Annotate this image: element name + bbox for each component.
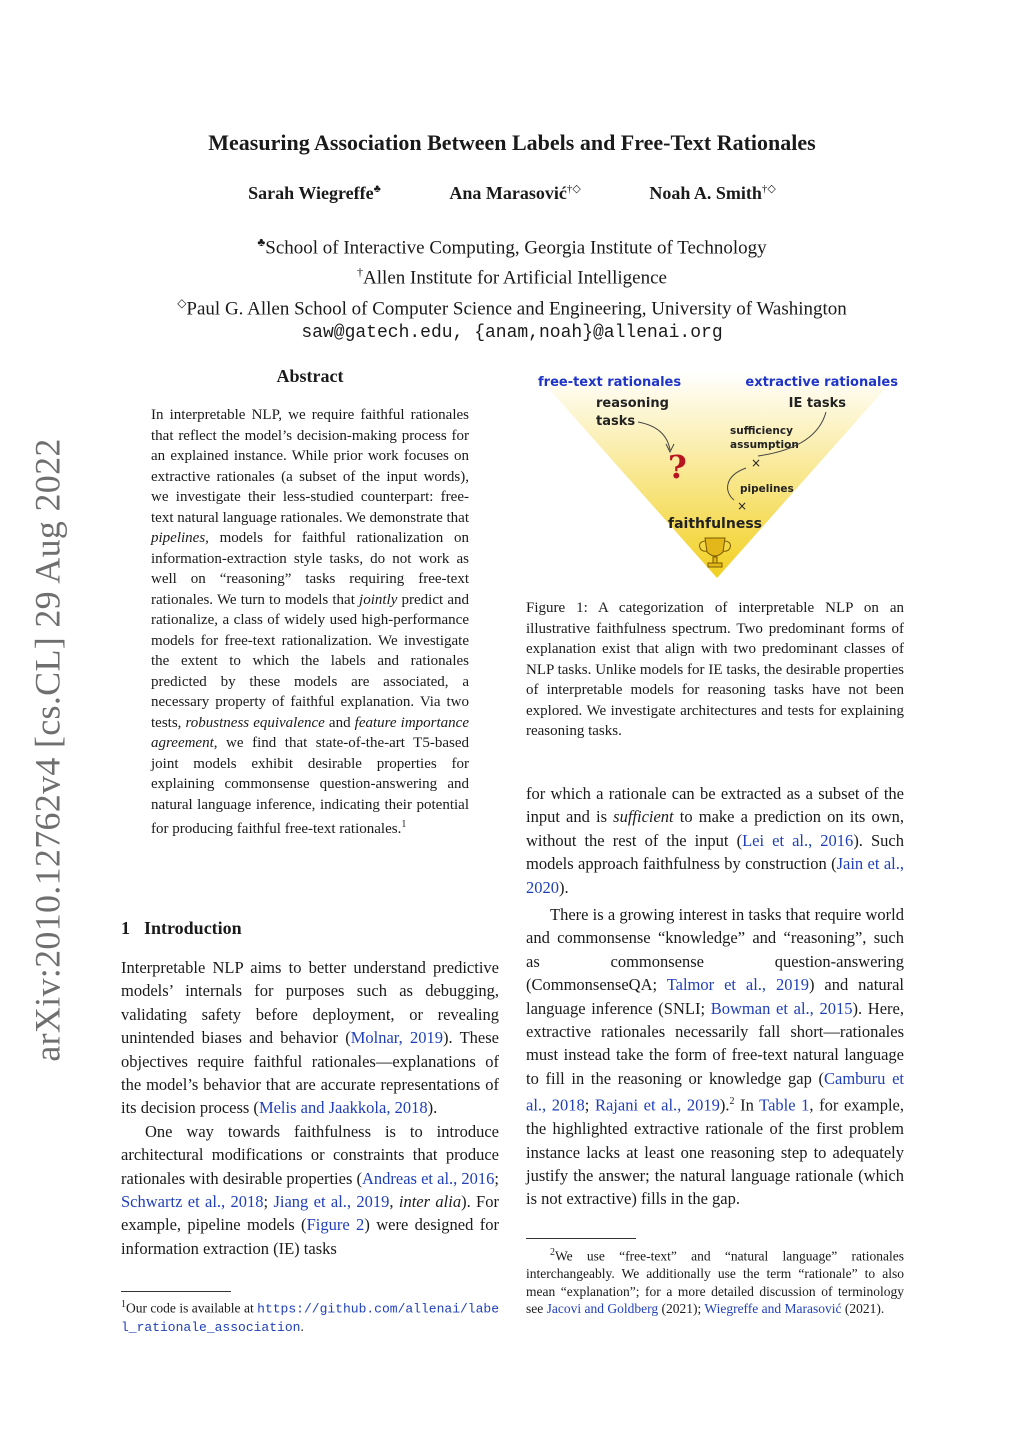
affiliation-text: Paul G. Allen School of Computer Science and Engineering, University of Washington [186, 297, 847, 319]
footnote-text: We use “free-text” and “natural language” rationales interchangeably. We additionally use the term “rationale” to also mean “explanation”; for a more detailed discussion of terminology see [526, 1248, 904, 1316]
citation-link[interactable]: Jiang et al., 2019 [273, 1192, 390, 1212]
text: ). [427, 1098, 438, 1118]
text: ; [494, 1168, 500, 1188]
footnote-1 [121, 1296, 499, 1337]
faithfulness-spectrum-diagram [520, 364, 912, 590]
text: In [734, 1095, 760, 1115]
author-emails: saw@gatech.edu, {anam,noah}@allenai.org [301, 322, 723, 343]
citation-link[interactable]: Jain et al., 2020 [526, 854, 904, 897]
abstract-heading: Abstract [276, 366, 344, 386]
reasoning-tasks-label-line2: tasks [596, 414, 636, 429]
section-title: Introduction [144, 918, 242, 938]
citation-link[interactable]: Andreas et al., 2016 [362, 1168, 495, 1188]
author-list [0, 182, 1024, 204]
section-heading [121, 918, 242, 939]
paragraph [526, 782, 904, 899]
question-mark-icon: ? [668, 448, 687, 486]
ie-tasks-label: IE tasks [788, 396, 846, 411]
faithfulness-label: faithfulness [668, 516, 762, 532]
paragraph [121, 956, 499, 1120]
footnote-text: (2021) [841, 1301, 881, 1316]
table-link[interactable]: Table 1 [759, 1095, 810, 1115]
free-text-rationales-label: free-text rationales [538, 375, 682, 390]
extractive-rationales-label: extractive rationales [745, 375, 898, 390]
paragraph [121, 1120, 499, 1260]
text: ) were designed for information extraction (IE) tasks [121, 1215, 499, 1258]
affiliation-3 [0, 291, 1024, 321]
author-mark: ♣ [373, 183, 381, 195]
text: ). Here, extractive rationales necessarily fall short—rationales must instead take the form of free-text natural language to fill in the reasoning or knowledge gap ( [526, 998, 904, 1088]
citation-link[interactable]: Camburu et al., 2018 [526, 1068, 904, 1115]
paragraph [526, 903, 904, 1211]
citation-link[interactable]: Lei et al., 2016 [742, 830, 854, 850]
cross-icon: × [751, 456, 762, 470]
pipelines-label: pipelines [740, 483, 794, 495]
text: ). For example, pipeline models ( [121, 1192, 499, 1235]
footnote-2 [526, 1244, 904, 1318]
author-mark: †◇ [566, 183, 581, 195]
abstract-emphasis: pipelines [151, 530, 206, 546]
text: ). Such models approach faithfulness by construction ( [526, 830, 904, 874]
intro-right-column [526, 782, 904, 1211]
author-name: Sarah Wiegreffe [248, 183, 374, 203]
affiliation-mark: ♣ [257, 235, 266, 249]
paper-title: Measuring Association Between Labels and Free-Text Rationales [208, 130, 816, 155]
abstract-text: , we find that state-of-the-art T5-based joint models exhibit desirable properties for explaining commonsense question-answering and natural language inference, indicating their potential for producing faithful free-text rationales. [151, 735, 469, 837]
figure-1 [520, 364, 912, 590]
author-1 [248, 183, 381, 204]
abstract-body [151, 405, 469, 840]
text: Interpretable NLP aims to better understand predictive models’ internals for purposes such as debugging, validating safety before deployment, or revealing unintended biases and behavior ( [121, 958, 499, 1048]
footnote-ref[interactable]: 1 [401, 819, 407, 830]
footnote-number: 1 [121, 1299, 126, 1310]
sufficiency-assumption-label: sufficiency [730, 425, 793, 437]
footnote-rule [121, 1291, 231, 1292]
author-mark: †◇ [761, 183, 776, 195]
abstract-text: , models for faithful rationalization on information-extraction style tasks, do not work as well on “reasoning” tasks requiring free-text rationales. We turn to models that [151, 530, 469, 608]
figure-link[interactable]: Figure 2 [306, 1215, 365, 1235]
text: ; [263, 1192, 274, 1212]
author-2 [449, 182, 580, 204]
author-name: Ana Marasović [449, 183, 567, 203]
citation-link[interactable]: Talmor et al., 2019 [666, 975, 809, 995]
text: ). [559, 877, 569, 897]
sufficiency-assumption-label-line2: assumption [730, 439, 799, 451]
affiliation-text: School of Interactive Computing, Georgia Institute of Technology [265, 237, 767, 259]
affiliations [0, 230, 1024, 346]
section-number: 1 [121, 918, 130, 938]
affiliation-2 [0, 260, 1024, 290]
citation-link[interactable]: Bowman et al., 2015 [710, 998, 853, 1018]
footnote-text: (2021) [658, 1301, 698, 1316]
text: for which a rationale can be extracted as a subset of the input and is [526, 784, 904, 827]
text: There is a growing interest in tasks that require world and commonsense “knowledge” and “reasoning”, such as commonsense question-answering (CommonsenseQA; [526, 905, 904, 995]
text: ) and natural language inference (SNLI; [526, 975, 904, 1018]
abstract-text: and [324, 714, 355, 731]
code-url-link[interactable]: https://github.com/allenai/label_rationale_association [121, 1301, 499, 1335]
abstract-text: predict and rationalize, a class of widely used high-performance models for free-text rationalization. We investigate the extent to which the labels and rationales predicted by these models are associated, a necessary property of faithful explanation. Via two tests, [151, 591, 469, 731]
text: , for example, the highlighted extractive rationale of the first problem instance lacks at least one reasoning step to adequately justify the answer; the natural language rationale (which is not extractive) fills in the gap. [526, 1095, 904, 1209]
emphasis: sufficient [613, 807, 674, 827]
reasoning-tasks-label: reasoning [596, 396, 669, 411]
footnote-rule [526, 1238, 636, 1239]
author-3 [649, 182, 776, 204]
footnote-number: 2 [550, 1247, 555, 1258]
text: ; [584, 1095, 595, 1115]
abstract-text: In interpretable NLP, we require faithful rationales that reflect the model’s decision-making process for an explained instance. While prior work focuses on extractive rationales (a subset of the input words), we investigate their less-studied counterpart: free-text natural language rationales. We demonstrate that [151, 407, 469, 526]
text: One way towards faithfulness is to introduce architectural modifications or constraints that produce rationales with desirable properties ( [121, 1121, 499, 1188]
footnote-text: ; [697, 1301, 705, 1316]
affiliation-1 [0, 230, 1024, 260]
citation-link[interactable]: Wiegreffe and Marasović [704, 1301, 842, 1316]
text: , [389, 1192, 399, 1212]
intro-left-column [121, 956, 499, 1260]
citation-link[interactable]: Rajani et al., 2019 [594, 1095, 720, 1115]
footnote-text: . [880, 1301, 885, 1316]
citation-link[interactable]: Jacovi and Goldberg [546, 1301, 659, 1316]
text: ). These objectives require faithful rationales—explanations of the model’s behavior that are accurate representations of its decision process ( [121, 1028, 499, 1118]
citation-link[interactable]: Molnar, 2019 [350, 1028, 444, 1048]
abstract-emphasis: robustness equivalence [185, 714, 325, 731]
arxiv-id: arXiv:2010.12762v4 [cs.CL] 29 Aug 2022 [28, 438, 69, 1062]
footnote-ref[interactable]: 2 [729, 1096, 735, 1108]
citation-link[interactable]: Schwartz et al., 2018 [121, 1192, 264, 1212]
figure-1-caption: Figure 1: A categorization of interpretable NLP on an illustrative faithfulness spectrum. Two predominant forms of explanation exist that align with two predominant classes of NLP tasks. Unlike models for IE tasks, the desirable properties of interpretable models for reasoning tasks have not been explored. We investigate architectures and tests for explaining reasoning tasks. [526, 600, 904, 739]
text: ). [719, 1095, 730, 1115]
abstract-emphasis: jointly [359, 591, 398, 608]
arxiv-sidebar [26, 440, 70, 1060]
footnote-text: . [300, 1319, 304, 1334]
affiliation-mark: ◇ [177, 295, 187, 310]
cross-icon: × [737, 499, 748, 513]
affiliation-text: Allen Institute for Artificial Intelligence [363, 267, 667, 289]
text: to make a prediction on its own, without the rest of the input ( [526, 807, 904, 850]
author-name: Noah A. Smith [649, 183, 762, 203]
citation-link[interactable]: Melis and Jaakkola, 2018 [258, 1098, 428, 1118]
affiliation-mark: † [357, 265, 364, 280]
emphasis: inter alia [398, 1192, 462, 1212]
footnote-text: Our code is available at [126, 1300, 258, 1316]
abstract-emphasis: feature importance agreement [151, 714, 469, 751]
